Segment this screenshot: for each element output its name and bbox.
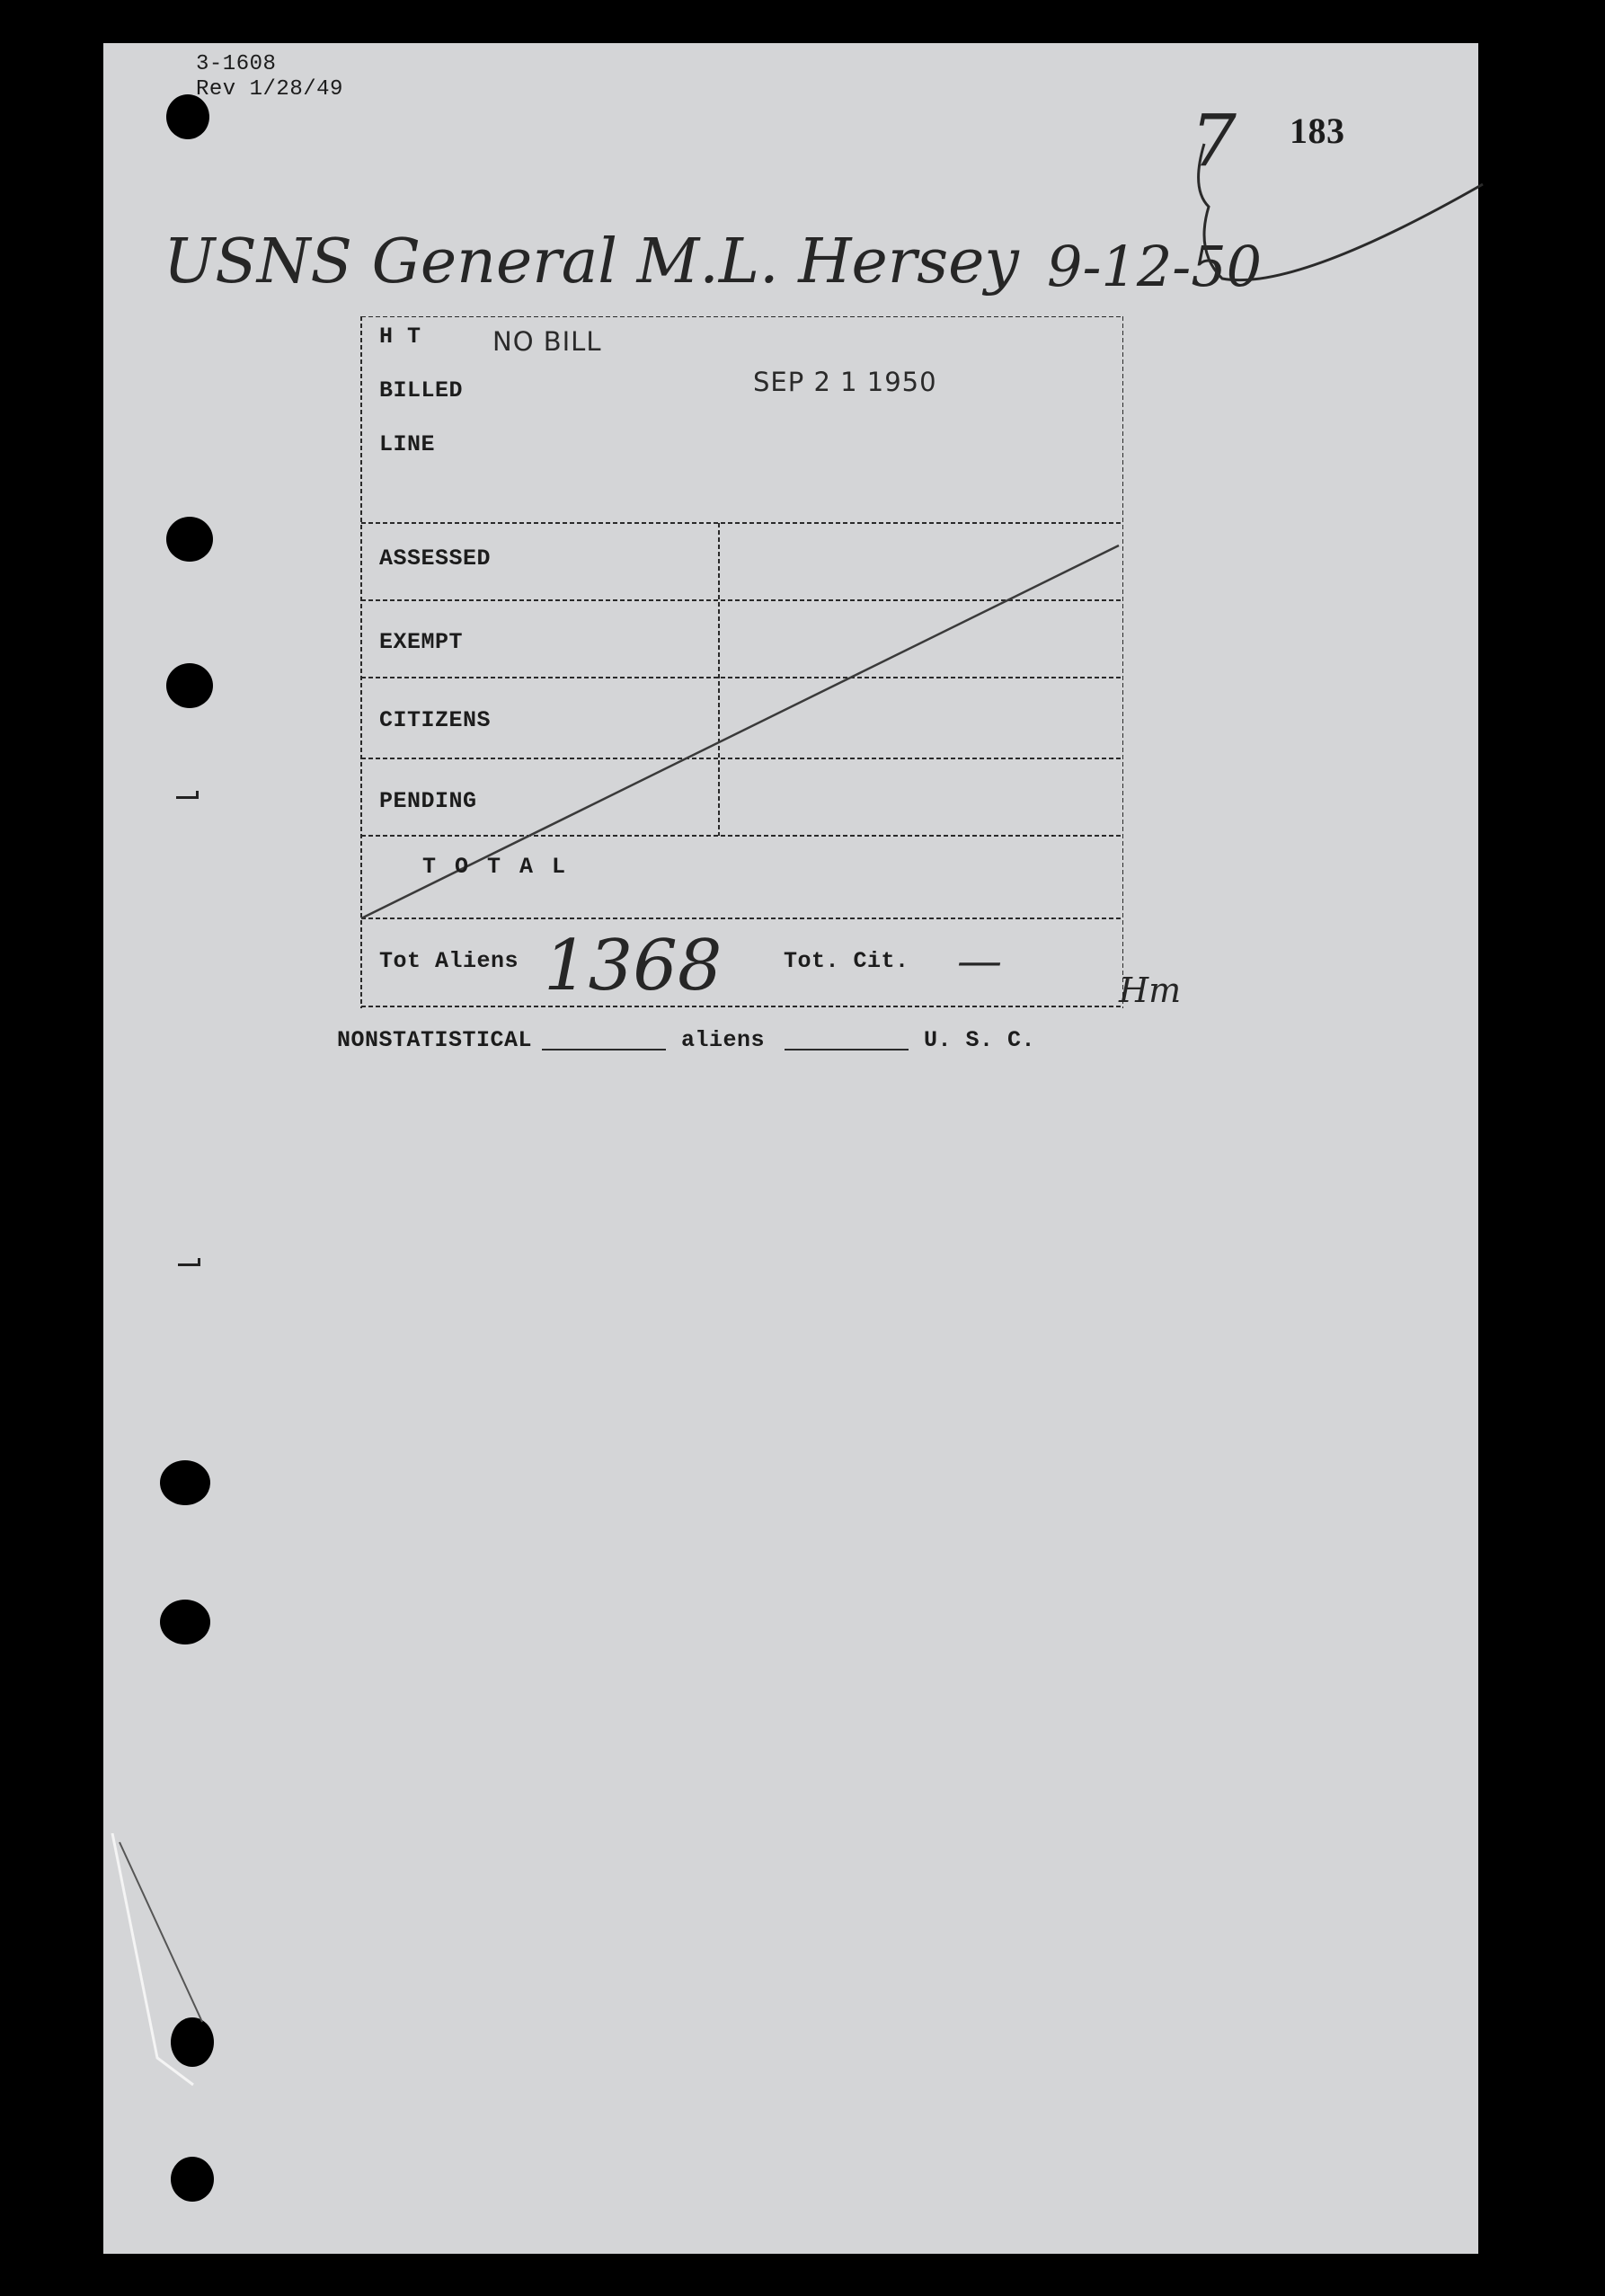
tot-cit-value: — <box>957 935 1002 987</box>
page-number: 183 <box>1290 111 1345 151</box>
aliens-blank <box>785 1049 909 1050</box>
torn-edge <box>103 1833 211 2103</box>
usc-label: U. S. C. <box>924 1027 1036 1053</box>
margin-mark <box>176 791 199 799</box>
tot-aliens-value: 1368 <box>544 926 723 1006</box>
aliens-label: aliens <box>681 1027 766 1053</box>
row-label-assessed: ASSESSED <box>379 545 492 572</box>
tot-cit-label: Tot. Cit. <box>784 948 909 974</box>
billing-table <box>359 316 1123 1008</box>
margin-mark <box>178 1258 200 1266</box>
punch-hole <box>171 2157 214 2202</box>
punch-hole <box>160 1460 210 1505</box>
billed-stamp: SEP 2 1 1950 <box>753 367 937 397</box>
row-label-pending: PENDING <box>379 788 477 814</box>
form-revision: Rev 1/28/49 <box>196 77 343 102</box>
table-grid <box>359 316 1123 1008</box>
vessel-name: USNS General M.L. Hersey <box>164 226 1019 297</box>
initials: Hm <box>1119 971 1182 1010</box>
billed-label: BILLED <box>379 377 464 403</box>
ht-stamp: NO BILL <box>492 326 602 357</box>
total-label: T O T A L <box>422 854 569 880</box>
line-label: LINE <box>379 431 436 457</box>
tot-aliens-label: Tot Aliens <box>379 948 519 974</box>
form-number: 3-1608 <box>196 52 277 76</box>
header-date: 9-12-50 <box>1047 234 1263 299</box>
punch-hole <box>166 517 213 562</box>
nonstatistical-blank <box>542 1049 666 1050</box>
corner-mark: 7 <box>1191 99 1237 182</box>
pen-stroke <box>1186 135 1492 297</box>
ht-label: H T <box>379 324 421 350</box>
row-label-citizens: CITIZENS <box>379 707 492 733</box>
nonstatistical-label: NONSTATISTICAL <box>337 1027 533 1053</box>
punch-hole <box>166 663 213 708</box>
punch-hole <box>160 1600 210 1644</box>
row-label-exempt: EXEMPT <box>379 629 464 655</box>
